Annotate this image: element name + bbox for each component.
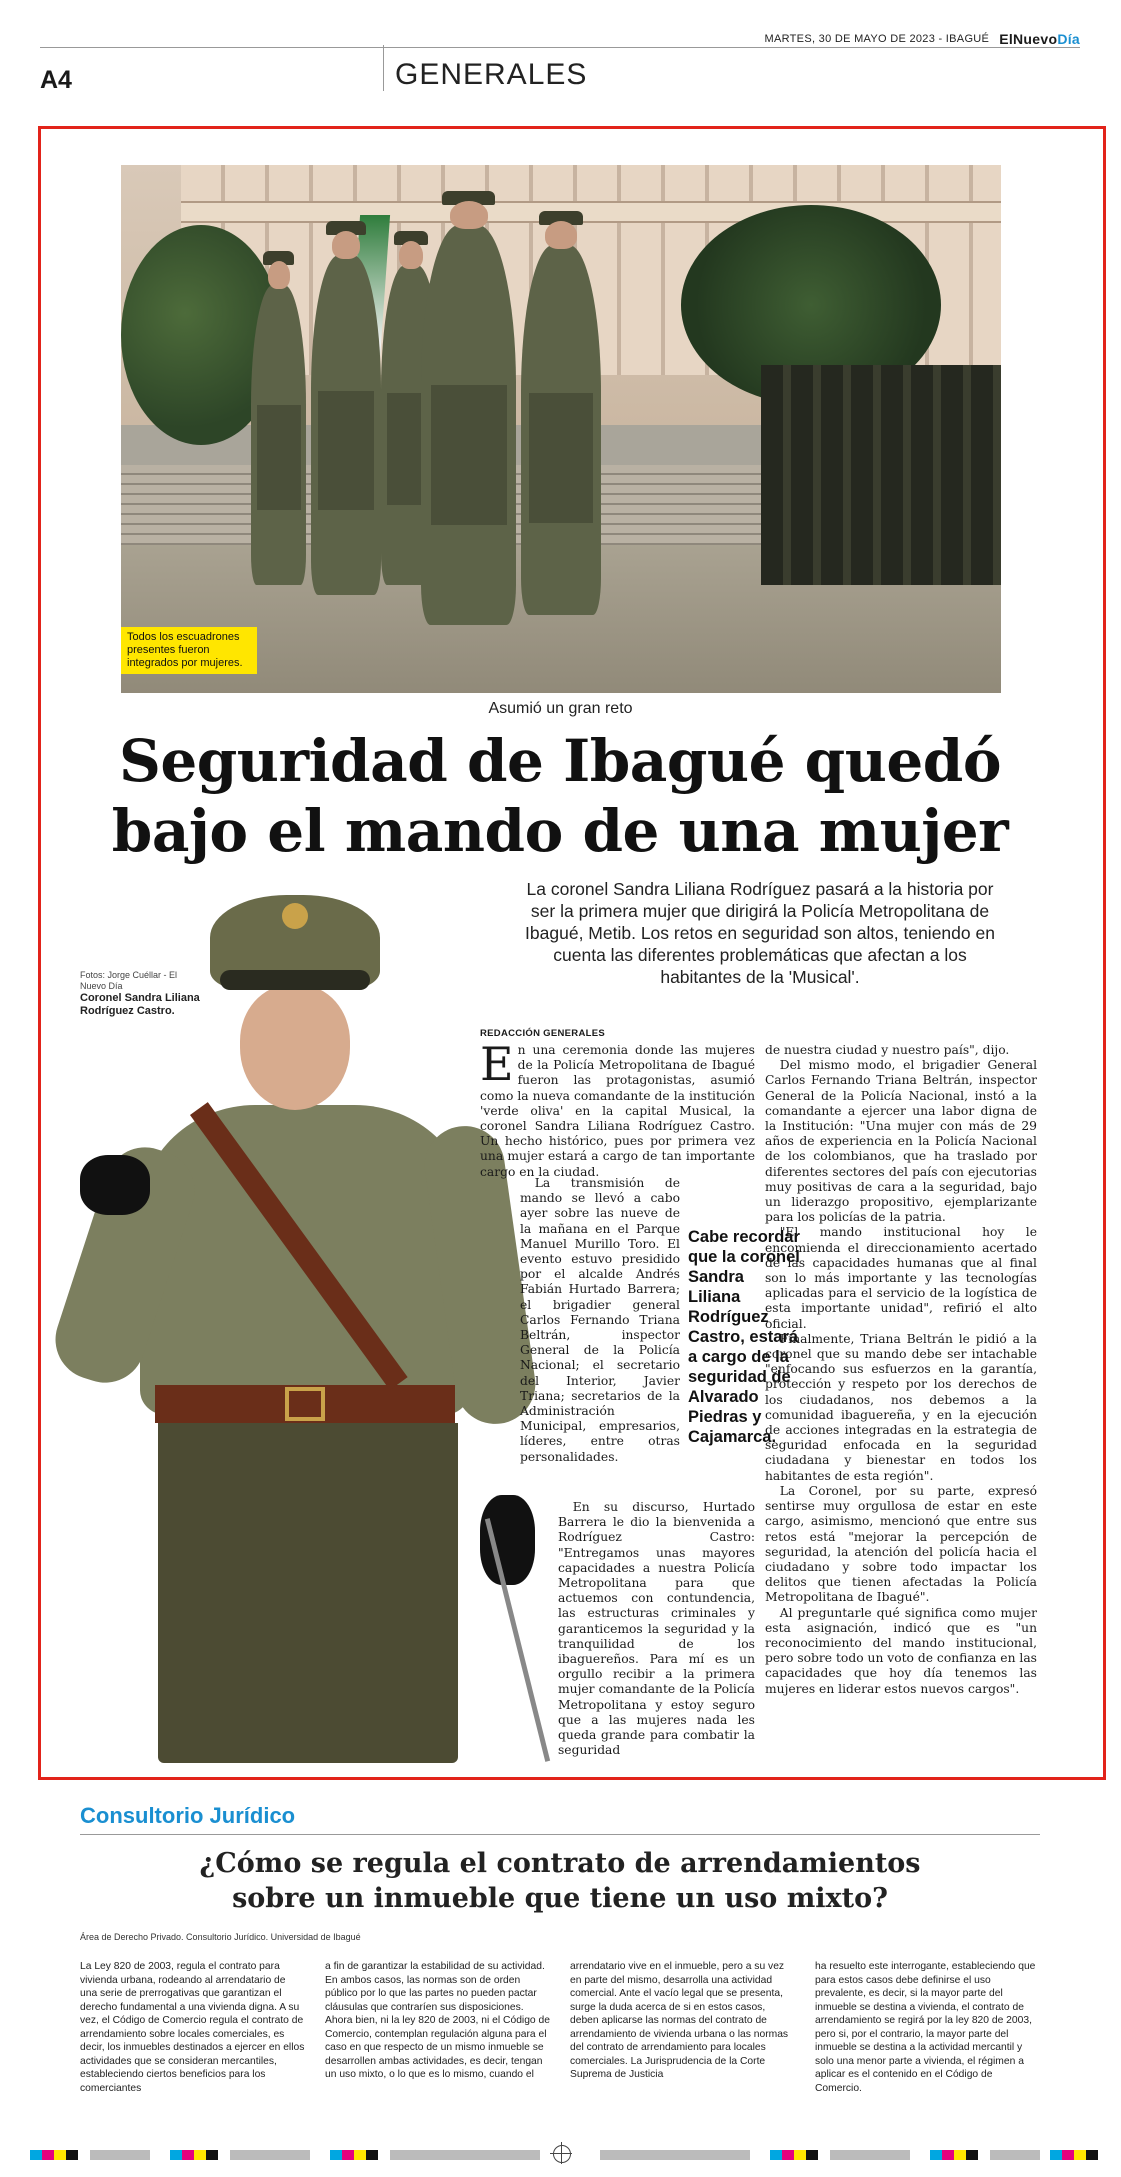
dropcap: E [480,1037,514,1091]
consultorio-col-4: ha resuelto este interrogante, estableciendo que para estos casos debe definirse el uso prevalente, es decir, si la mayor parte del inmueble se destina a vivienda, el contrato de arrendamiento se regirá por la ley 820 de 2003, pero si, por el contrario, la mayor parte del inmueble se destina a la actividad mercantil y solo una menor parte a vivienda, el régimen a aplicar es el contenido en el Código de Comercio. [815,1961,1036,2094]
consultorio-col-2: a fin de garantizar la estabilidad de su actividad. En ambos casos, las normas son de orden público por lo que las partes no pueden pactar cláusulas que contraríen sus disposiciones. Ahora bien, ni la ley 820 de 2003, ni el Código de Comercio, contemplan regulación alguna para el caso en que respecto de un mismo inmueble se desarrollen ambas actividades, es decir, tengan un uso mixto, o lo que es lo mismo, cuando el [325,1961,550,2080]
header-rule [40,47,1080,48]
consultorio-headline: ¿Cómo se regula el contrato de arrendamientos sobre un inmueble que tiene un uso mixto? [199,1848,921,1914]
consultorio-col-1: La Ley 820 de 2003, regula el contrato para vivienda urbana, rodeando al arrendatario de una serie de prerrogativas que garantizan el derecho fundamental a una vivienda digna. A su vez, el Código de Comercio regula el contrato de arrendamiento sobre locales comerciales, es decir, los inmuebles destinados a ejercer en ellos actividades que se consideran mercantiles, estableciendo ciertos beneficios para los comerciantes [80,1961,305,2094]
consultorio-rule [80,1834,1040,1835]
lead-photo [121,165,1001,693]
byline: REDACCIÓN GENERALES [480,1028,605,1039]
section-title: GENERALES [395,58,588,91]
header-divider [383,45,384,91]
deck: La coronel Sandra Liliana Rodríguez pasará a la historia por ser la primera mujer que dirigirá la Policía Metropolitana de Ibagué, Metib. Los retos en seguridad son altos, teniendo en cuenta las diferentes problemáticas que afectan a los habitantes de la 'Musical'. [525,879,995,987]
registration-mark-icon [553,2145,571,2163]
lead-officer [421,225,516,625]
consultorio-col-3: arrendatario vive en el inmueble, pero a su vez en parte del mismo, desarrolla una actividad comercial. Ante el vacío legal que se presenta, surge la duda acerca de si en estos casos, deben aplicarse las normas del contrato de arrendamiento de vivienda urbana o las normas del contrato de arrendamiento para locales comerciales. La Jurisprudencia de la Corte Suprema de Justicia [570,1961,789,2080]
body-col-1: La transmisión de mando se llevó a cabo ayer sobre las nueve de la mañana en el Parque Manuel Murillo Toro. El evento estuvo presidido por el alcalde Andrés Fabián Hurtado Barrera; el brigadier general Carlos Fernando Triana Beltrán, inspector General de la Policía Nacional; el secretario del Interior, Javier Triana; secretarios de la Administración Municipal, empresarios, líderes, entre otras personalidades. [520,1176,680,1464]
issue-date: MARTES, 30 DE MAYO DE 2023 - IBAGUÉ [764,33,990,45]
photo-credit: Fotos: Jorge Cuéllar - El Nuevo Día [80,970,178,991]
headline: Seguridad de Ibagué quedó bajo el mando de una mujer [111,727,1009,865]
body-col-1-top: En una ceremonia donde las mujeres de la Policía Metropolitana de Ibagué fueron las protagonistas, asumió como la nueva comandante de la institución 'verde oliva' en la capital Musical, la coronel Sandra Liliana Rodríguez Castro. Un hecho histórico, pues por primera vez una mujer estará a cargo de tan importante cargo en la ciudad. [480,1037,755,1179]
masthead-strip [40,31,1080,47]
newspaper-logo: ElNuevoDía [999,31,1080,47]
body-col-2: de nuestra ciudad y nuestro país", dijo. Del mismo modo, el brigadier General Carlos Fernando Triana Beltrán, inspector General de la Policía Nacional, instó a la comandante a ejercer una labor digna de la Institución: "Una mujer con más de 29 años de experiencia en la Policía Nacional de los colombianos, que ha traslado por diferentes sectores del país con ejecutorias muy positivas de cara a la seguridad, bajo un liderazgo propositivo, ejemplarizante para los policías de la patria. "El mando institucional hoy le encomienda el direccionamiento acertado de las capacidades humanas que al final son lo más importante y las tecnologías aplicadas para el servicio de la logística de esta importante unidad", refirió el alto oficial. Finalmente, Triana Beltrán le pidió a la coronel que su mando debe ser intachable "enfocando sus esfuerzos en la garantía, protección y respeto por los derechos de los ciudadanos, nos debemos a la comunidad ibaguereña, y en la ejecución de acciones integradas en la estrategia de seguridad enfocada en la seguridad ciudadana y bienestar en todos los habitantes de esta región". La Coronel, por su parte, expresó sentirse muy orgullosa de estar en este cargo, asimismo, mencionó que entre sus retos está "mejorar la percepción de seguridad, la atención del policía hacia el ciudadano y sobre todo impactar los delitos que tienen afectadas la Policía Metropolitana de Ibagué". Al preguntarle qué significa como mujer esta asignación, indicó que es "un reconocimiento del mando institucional, pero sobre todo un voto de confianza en las capacidades que hoy día tenemos las mujeres en liderar estos nuevos cargos". [765,1043,1037,1696]
consultorio-source: Área de Derecho Privado. Consultorio Jurídico. Universidad de Ibagué [80,1932,361,1942]
pull-quote: Cabe recordar que la coronel Sandra Liliana Rodríguez Castro, estará a cargo de la seguridad de Alvarado Piedras y Cajamarca. [688,1228,800,1446]
portrait-caption: Coronel Sandra Liliana Rodríguez Castro. [80,992,200,1017]
body-col-1-bottom: En su discurso, Hurtado Barrera le dio la bienvenida a Rodríguez Castro: "Entregamos unas mayores capacidades a nuestra Policía Metropolitana para que actuemos con contundencia, las estructuras criminales y garanticemos la seguridad y la tranquilidad de los ibaguereños. Para mí es un orgullo recibir a la primera mujer comandante de la Policía Metropolitana y estoy seguro que a las mujeres nada les queda grande para combatir la seguridad [558,1500,755,1758]
page-number: A4 [40,66,72,94]
portrait-photo [80,885,570,1775]
kicker: Asumió un gran reto [488,700,633,717]
consultorio-section-title: Consultorio Jurídico [80,1803,296,1828]
photo-caption-box: Todos los escuadrones presentes fueron integrados por mujeres. [121,627,257,674]
police-ranks [761,365,1001,585]
